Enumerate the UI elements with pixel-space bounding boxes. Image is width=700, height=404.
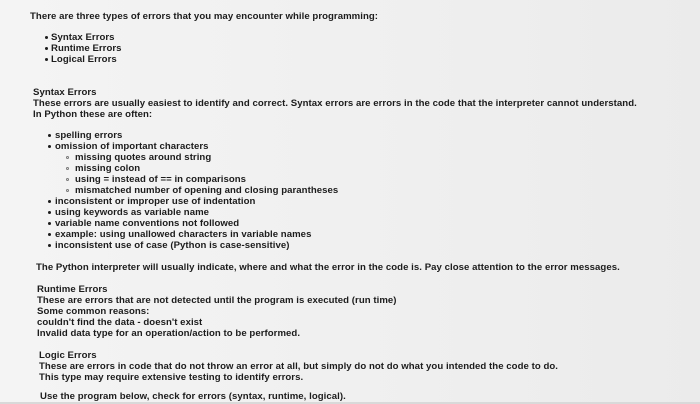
bullet-icon: [48, 233, 51, 236]
circle-bullet-icon: [66, 167, 69, 170]
intro-text: There are three types of errors that you may encounter while programming:: [30, 11, 379, 22]
syntax-item: omission of important characters: [55, 141, 209, 152]
circle-bullet-icon: [66, 189, 69, 192]
type-item-syntax: Syntax Errors: [51, 32, 115, 43]
syntax-item: inconsistent or improper use of indentation: [55, 196, 256, 207]
logic-description: These are errors in code that do not throw an error at all, but simply do not do what you intended the code to do.: [39, 361, 559, 372]
bullet-icon: [45, 36, 48, 39]
runtime-reason: couldn't find the data - doesn't exist: [37, 317, 203, 328]
syntax-item: inconsistent use of case (Python is case-sensitive): [55, 240, 290, 251]
bullet-icon: [48, 222, 51, 225]
circle-bullet-icon: [66, 178, 69, 181]
syntax-item: example: using unallowed characters in variable names: [55, 229, 312, 240]
syntax-item: variable name conventions not followed: [55, 218, 240, 229]
bullet-icon: [45, 47, 48, 50]
runtime-heading: Runtime Errors: [37, 284, 108, 295]
bullet-icon: [48, 145, 51, 148]
syntax-subitem: using = instead of == in comparisons: [75, 174, 247, 185]
bullet-icon: [48, 244, 51, 247]
logic-heading: Logic Errors: [39, 350, 97, 361]
runtime-reasons-label: Some common reasons:: [37, 306, 150, 317]
syntax-item: spelling errors: [55, 130, 123, 141]
syntax-intro: In Python these are often:: [33, 109, 153, 120]
bullet-icon: [48, 134, 51, 137]
type-item-logical: Logical Errors: [51, 54, 117, 65]
syntax-subitem: mismatched number of opening and closing parantheses: [75, 185, 339, 196]
bullet-icon: [48, 200, 51, 203]
runtime-reason: Invalid data type for an operation/action to be performed.: [37, 328, 301, 339]
syntax-heading: Syntax Errors: [33, 87, 97, 98]
bullet-icon: [48, 211, 51, 214]
runtime-description: These are errors that are not detected until the program is executed (run time): [37, 295, 397, 306]
syntax-item: using keywords as variable name: [55, 207, 210, 218]
instruction-text: Use the program below, check for errors (syntax, runtime, logical).: [40, 391, 346, 402]
bullet-icon: [45, 58, 48, 61]
syntax-subitem: missing colon: [75, 163, 141, 174]
logic-description: This type may require extensive testing to identify errors.: [39, 372, 304, 383]
syntax-subitem: missing quotes around string: [75, 152, 212, 163]
type-item-runtime: Runtime Errors: [51, 43, 122, 54]
syntax-description: These errors are usually easiest to identify and correct. Syntax errors are errors in the code that the interpreter cannot understand.: [33, 98, 637, 109]
interpreter-note: The Python interpreter will usually indicate, where and what the error in the code is. Pay close attention to the error messages.: [36, 262, 620, 273]
circle-bullet-icon: [66, 156, 69, 159]
